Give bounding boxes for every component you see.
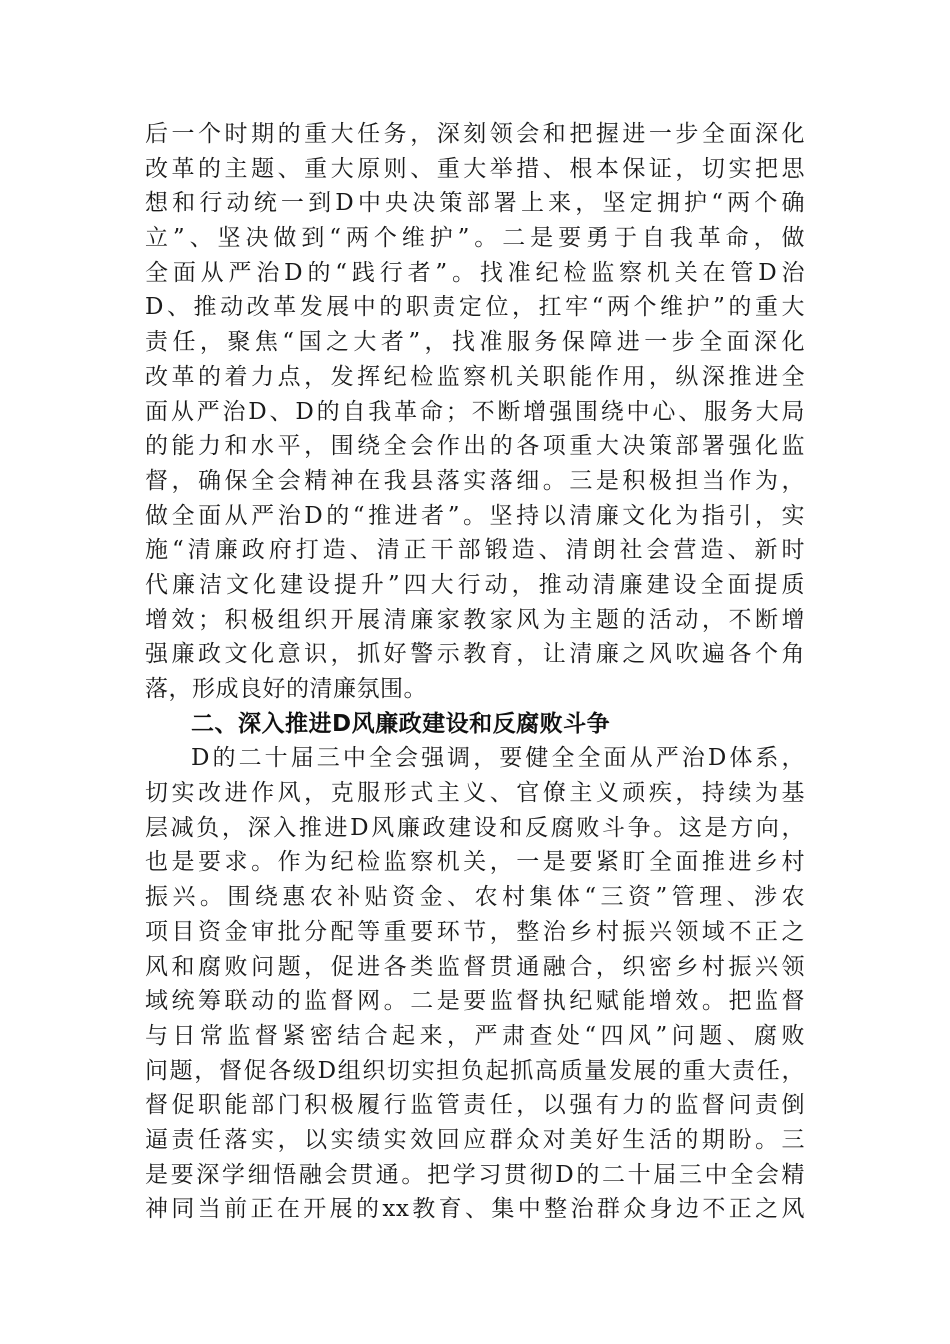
text-line: 是要深学细悟融会贯通。把学习贯彻D的二十届三中全会精 <box>145 1161 805 1188</box>
text-line: 改革的主题、重大原则、重大举措、根本保证，切实把思 <box>145 155 805 182</box>
text-line: D的二十届三中全会强调，要健全全面从严治D体系， <box>191 745 805 772</box>
section-heading: 二、深入推进D风廉政建设和反腐败斗争 <box>191 710 611 737</box>
text-line: 督促职能部门积极履行监管责任，以强有力的监督问责倒 <box>145 1092 805 1119</box>
text-line: 也是要求。作为纪检监察机关，一是要紧盯全面推进乡村 <box>145 849 805 876</box>
text-line: 问题，督促各级D组织切实担负起抓高质量发展的重大责任， <box>145 1057 805 1084</box>
text-line: 后一个时期的重大任务，深刻领会和把握进一步全面深化 <box>145 121 805 147</box>
text-line: 的能力和水平，围绕全会作出的各项重大决策部署强化监 <box>145 433 805 460</box>
document-body <box>145 117 805 1227</box>
text-line: 层减负，深入推进D风廉政建设和反腐败斗争。这是方向， <box>145 814 805 841</box>
text-line: 想和行动统一到D中央决策部署上来，坚定拥护“两个确 <box>145 190 805 217</box>
text-line: 神同当前正在开展的xx教育、集中整治群众身边不正之风 <box>145 1196 805 1223</box>
text-line: 面从严治D、D的自我革命；不断增强围绕中心、服务大局 <box>145 398 805 425</box>
text-line: 全面从严治D的“践行者”。找准纪检监察机关在管D治 <box>145 259 805 286</box>
text-line: 振兴。围绕惠农补贴资金、农村集体“三资”管理、涉农 <box>145 884 805 911</box>
text-line: 立”、坚决做到“两个维护”。二是要勇于自我革命，做 <box>145 225 805 252</box>
text-line: 做全面从严治D的“推进者”。坚持以清廉文化为指引，实 <box>145 502 805 529</box>
text-line: 项目资金审批分配等重要环节，整治乡村振兴领域不正之 <box>145 918 805 945</box>
text-line: D、推动改革发展中的职责定位，扛牢“两个维护”的重大 <box>145 294 805 321</box>
text-line: 施“清廉政府打造、清正干部锻造、清朗社会营造、新时 <box>145 537 805 564</box>
text-line: 改革的着力点，发挥纪检监察机关职能作用，纵深推进全 <box>145 363 805 390</box>
text-line: 落，形成良好的清廉氛围。 <box>145 676 427 702</box>
text-line: 督，确保全会精神在我县落实落细。三是积极担当作为， <box>145 467 805 494</box>
text-line: 增效；积极组织开展清廉家教家风为主题的活动，不断增 <box>145 606 805 633</box>
text-line: 强廉政文化意识，抓好警示教育，让清廉之风吹遍各个角 <box>145 641 805 668</box>
text-line: 风和腐败问题，促进各类监督贯通融合，织密乡村振兴领 <box>145 953 805 980</box>
text-line: 逼责任落实，以实绩实效回应群众对美好生活的期盼。三 <box>145 1126 805 1153</box>
text-line: 与日常监督紧密结合起来，严肃查处“四风”问题、腐败 <box>145 1022 805 1049</box>
text-line: 责任，聚焦“国之大者”，找准服务保障进一步全面深化 <box>145 329 805 356</box>
text-line: 代廉洁文化建设提升”四大行动，推动清廉建设全面提质 <box>145 571 805 598</box>
text-line: 切实改进作风，克服形式主义、官僚主义顽疾，持续为基 <box>145 780 805 807</box>
text-line: 域统筹联动的监督网。二是要监督执纪赋能增效。把监督 <box>145 988 805 1015</box>
